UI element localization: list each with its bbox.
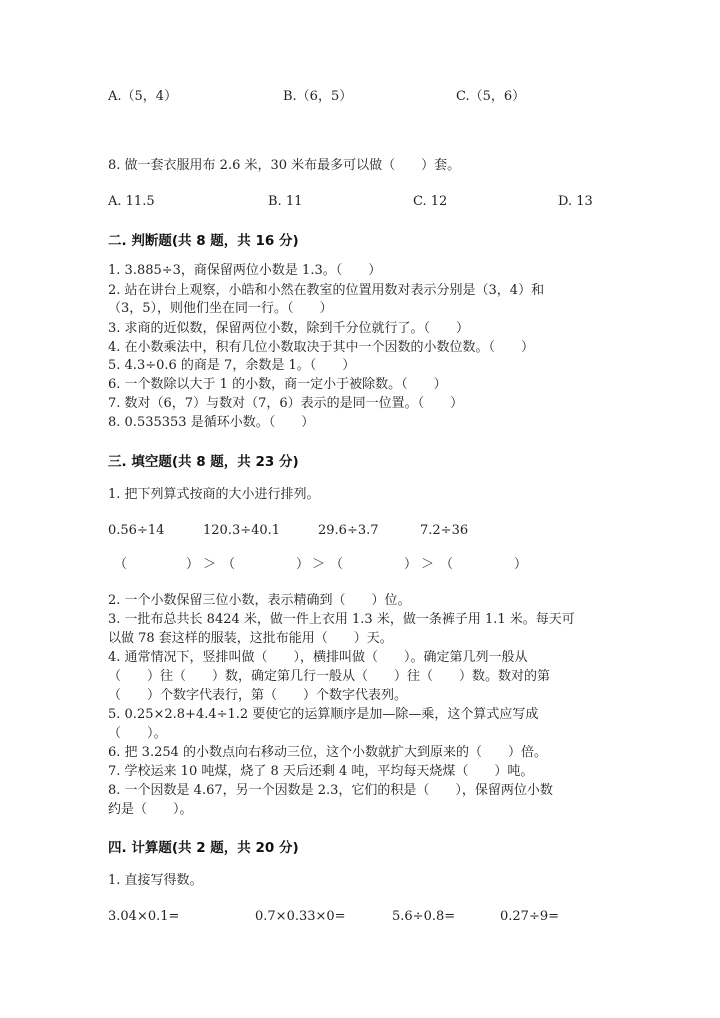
q8-option-a: A. 11.5: [108, 194, 155, 209]
fill-q1-expr-1: 0.56÷14: [108, 523, 165, 538]
fill-item-4-cont-1: （ ）往（ ）数，确定第几行一般从（ ）往（ ）数。数对的第: [108, 669, 551, 684]
fill-q1-expr-4: 7.2÷36: [420, 523, 469, 538]
calc-expr-3: 5.6÷0.8=: [392, 909, 456, 924]
calc-expr-4: 0.27÷9=: [500, 909, 560, 924]
q7-option-c: C.（5，6）: [456, 89, 526, 104]
blank-close-1: ）: [186, 557, 200, 572]
fill-q1-expr-3: 29.6÷3.7: [318, 523, 379, 538]
judge-item-1: 1. 3.885÷3，商保留两位小数是 1.3。（ ）: [108, 263, 382, 278]
calc-expr-1: 3.04×0.1=: [108, 909, 180, 924]
fill-item-6: 6. 把 3.254 的小数点向右移动三位，这个小数就扩大到原来的（ ）倍。: [108, 745, 548, 760]
calc-q1-stem: 1. 直接写得数。: [108, 873, 203, 888]
blank-close-4: ）: [514, 557, 528, 572]
fill-q1-expr-2: 120.3÷40.1: [203, 523, 281, 538]
judge-item-2-cont: （3，5），则他们坐在同一行。（ ）: [108, 301, 333, 316]
section-2-title: 二. 判断题(共 8 题，共 16 分): [108, 233, 299, 249]
q8-option-d: D. 13: [558, 194, 593, 209]
fill-q1-stem: 1. 把下列算式按商的大小进行排列。: [108, 487, 320, 502]
q8-option-b: B. 11: [268, 194, 303, 209]
q7-option-b: B.（6，5）: [283, 89, 353, 104]
blank-open-2: （: [222, 557, 236, 572]
judge-item-3: 3. 求商的近似数，保留两位小数，除到千分位就行了。（ ）: [108, 321, 470, 336]
judge-item-4: 4. 在小数乘法中，积有几位小数取决于其中一个因数的小数位数。（ ）: [108, 340, 535, 355]
section-4-title: 四. 计算题(共 2 题，共 20 分): [108, 840, 299, 856]
blank-open-1: （: [114, 557, 128, 572]
fill-q1-order-row: [0, 556, 720, 574]
judge-item-8: 8. 0.535353 是循环小数。（ ）: [108, 415, 315, 430]
calc-expr-2: 0.7×0.33×0=: [255, 909, 346, 924]
q7-option-a: A.（5，4）: [108, 89, 178, 104]
blank-close-3: ）: [404, 557, 418, 572]
gt-sign-3: ＞: [421, 557, 435, 572]
judge-item-2: 2. 站在讲台上观察，小皓和小然在教室的位置用数对表示分别是（3，4）和: [108, 283, 545, 298]
fill-item-2: 2. 一个小数保留三位小数，表示精确到（ ）位。: [108, 593, 411, 608]
judge-item-6: 6. 一个数除以大于 1 的小数，商一定小于被除数。（ ）: [108, 377, 447, 392]
blank-open-4: （: [440, 557, 454, 572]
judge-item-7: 7. 数对（6，7）与数对（7，6）表示的是同一位置。（ ）: [108, 396, 464, 411]
blank-close-2: ）: [296, 557, 310, 572]
section-3-title: 三. 填空题(共 8 题，共 23 分): [108, 454, 299, 470]
gt-sign-2: ＞: [312, 557, 326, 572]
fill-item-5-cont: （ ）。: [108, 726, 167, 741]
fill-item-8: 8. 一个因数是 4.67，另一个因数是 2.3，它们的积是（ ），保留两位小数: [108, 783, 553, 798]
fill-item-3-cont: 以做 78 套这样的服装，这批布能用（ ）天。: [108, 631, 393, 646]
judge-item-5: 5. 4.3÷0.6 的商是 7，余数是 1。（ ）: [108, 358, 356, 373]
q8-stem: 8. 做一套衣服用布 2.6 米，30 米布最多可以做（ ）套。: [108, 158, 461, 173]
fill-item-3: 3. 一批布总共长 8424 米，做一件上衣用 1.3 米，做一条裤子用 1.1 米。每天可: [108, 612, 575, 627]
fill-item-7: 7. 学校运来 10 吨煤，烧了 8 天后还剩 4 吨，平均每天烧煤（ ）吨。: [108, 764, 534, 779]
fill-item-4-cont-2: （ ）个数字代表行，第（ ）个数字代表列。: [108, 688, 408, 703]
fill-item-5: 5. 0.25×2.8+4.4÷1.2 要使它的运算顺序是加—除—乘，这个算式应写成: [108, 707, 539, 722]
q8-option-c: C. 12: [413, 194, 448, 209]
fill-item-4: 4. 通常情况下，竖排叫做（ ），横排叫做（ ）。确定第几列一般从: [108, 650, 528, 665]
gt-sign-1: ＞: [203, 557, 217, 572]
blank-open-3: （: [330, 557, 344, 572]
fill-item-8-cont: 约是（ ）。: [108, 802, 193, 817]
